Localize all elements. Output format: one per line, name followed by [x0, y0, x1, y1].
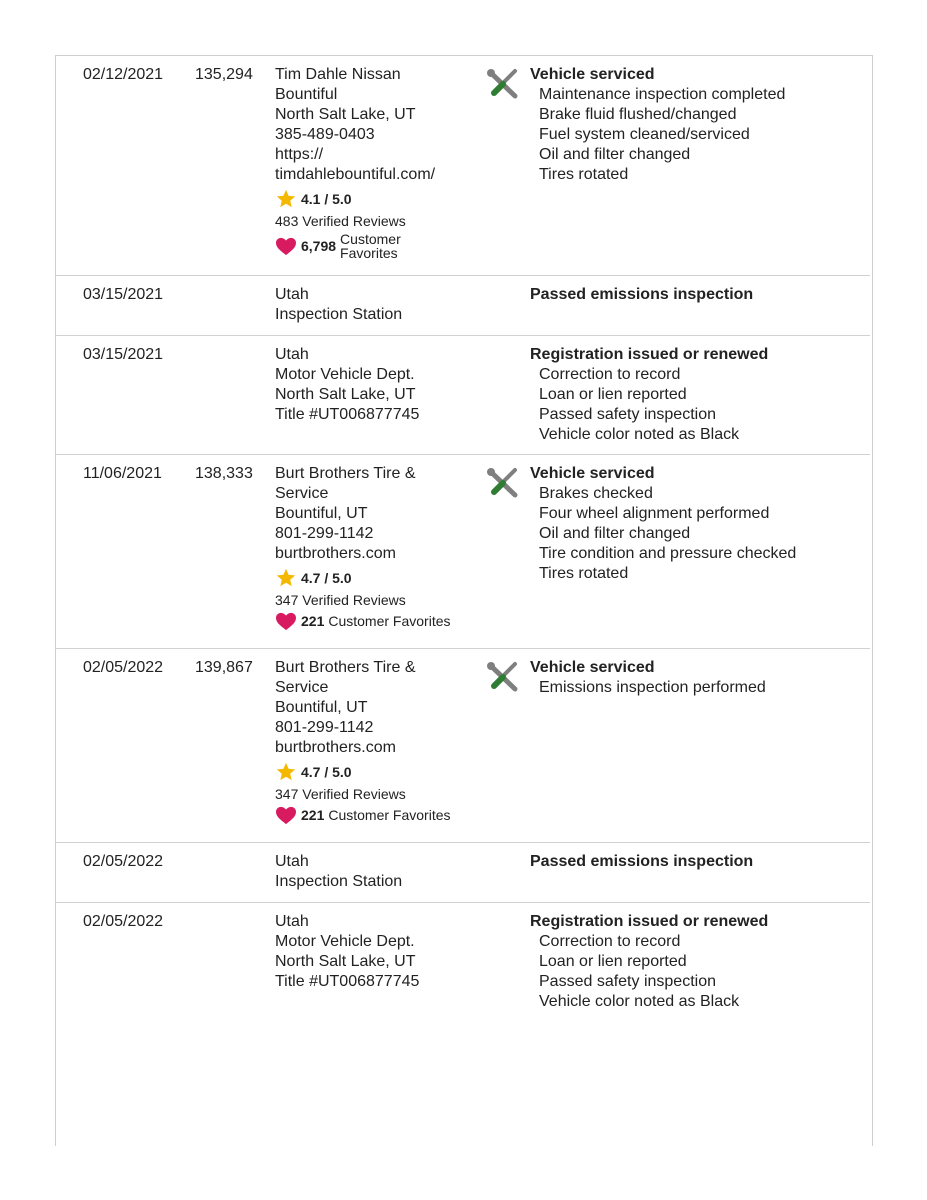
detail-item: Correction to record [539, 366, 681, 383]
record-odometer: 139,867 [195, 659, 253, 676]
detail-item: Vehicle color noted as Black [539, 426, 740, 443]
source-website-link[interactable]: timdahlebountiful.com/ [275, 166, 436, 183]
source-line: Burt Brothers Tire & [275, 465, 416, 482]
favorites-count: 221 [301, 806, 325, 823]
source-line: Service [275, 679, 329, 696]
history-record [56, 455, 870, 649]
customer-favorites [275, 611, 485, 631]
shop-rating [275, 567, 485, 589]
detail-item: Tire condition and pressure checked [539, 545, 797, 562]
record-title: Vehicle serviced [530, 465, 655, 482]
history-record [56, 336, 870, 455]
source-line: Utah [275, 286, 309, 303]
record-source [275, 345, 485, 425]
rating-value: 4.7 / 5.0 [301, 570, 352, 586]
verified-reviews-count: 347 Verified Reviews [275, 786, 406, 802]
record-details [530, 852, 870, 872]
history-record [56, 276, 870, 336]
source-line: Utah [275, 853, 309, 870]
favorites-label: Customer Favorites [328, 612, 451, 629]
favorites-label-line: Favorites [340, 245, 398, 261]
detail-item: Loan or lien reported [539, 953, 687, 970]
history-record [56, 903, 870, 1021]
source-line: North Salt Lake, UT [275, 106, 416, 123]
record-source [275, 65, 485, 260]
verified-reviews-count: 483 Verified Reviews [275, 213, 406, 229]
detail-item: Maintenance inspection completed [539, 86, 786, 103]
detail-item: Brake fluid flushed/changed [539, 106, 737, 123]
record-title: Registration issued or renewed [530, 346, 769, 363]
source-line: Bountiful, UT [275, 505, 368, 522]
customer-favorites [275, 232, 485, 260]
record-details [530, 285, 870, 305]
source-line: Inspection Station [275, 306, 403, 323]
source-line: Utah [275, 913, 309, 930]
shop-rating [275, 188, 485, 210]
record-details [530, 658, 870, 698]
source-phone: 385-489-0403 [275, 126, 375, 143]
wrench-screwdriver-icon [486, 67, 520, 101]
wrench-screwdriver-icon [486, 466, 520, 500]
record-details [530, 912, 870, 1012]
detail-item: Passed safety inspection [539, 973, 716, 990]
favorites-label-line: Customer [340, 231, 401, 247]
favorites-label [340, 232, 401, 260]
source-line: Inspection Station [275, 873, 403, 890]
star-icon [275, 761, 297, 783]
source-line: Bountiful, UT [275, 699, 368, 716]
detail-item: Emissions inspection performed [539, 679, 766, 696]
record-date: 02/05/2022 [83, 659, 164, 676]
service-history-list [56, 56, 870, 1021]
detail-item: Tires rotated [539, 166, 629, 183]
detail-item: Four wheel alignment performed [539, 505, 770, 522]
detail-item: Passed safety inspection [539, 406, 716, 423]
record-title: Registration issued or renewed [530, 913, 769, 930]
detail-item: Tires rotated [539, 565, 629, 582]
source-website-link[interactable]: burtbrothers.com [275, 739, 396, 756]
history-record [56, 843, 870, 903]
shop-rating [275, 761, 485, 783]
detail-item: Oil and filter changed [539, 525, 691, 542]
source-line: North Salt Lake, UT [275, 953, 416, 970]
history-record [56, 649, 870, 843]
detail-item: Fuel system cleaned/serviced [539, 126, 750, 143]
heart-icon [275, 236, 297, 256]
source-line: Motor Vehicle Dept. [275, 366, 415, 383]
verified-reviews-count: 347 Verified Reviews [275, 592, 406, 608]
title-number: Title #UT006877745 [275, 973, 420, 990]
source-line: Tim Dahle Nissan [275, 66, 401, 83]
source-phone: 801-299-1142 [275, 525, 374, 542]
record-title: Vehicle serviced [530, 659, 655, 676]
record-date: 02/05/2022 [83, 853, 164, 870]
rating-value: 4.7 / 5.0 [301, 764, 352, 780]
record-title: Passed emissions inspection [530, 853, 754, 870]
record-details [530, 65, 870, 185]
favorites-count: 221 [301, 612, 325, 629]
source-website-link[interactable]: burtbrothers.com [275, 545, 396, 562]
rating-value: 4.1 / 5.0 [301, 191, 352, 207]
record-odometer: 135,294 [195, 66, 253, 83]
detail-item: Oil and filter changed [539, 146, 691, 163]
record-details [530, 345, 870, 445]
detail-item: Brakes checked [539, 485, 653, 502]
source-line: North Salt Lake, UT [275, 386, 416, 403]
source-line: Service [275, 485, 329, 502]
detail-item: Vehicle color noted as Black [539, 993, 740, 1010]
source-phone: 801-299-1142 [275, 719, 374, 736]
title-number: Title #UT006877745 [275, 406, 420, 423]
record-odometer: 138,333 [195, 465, 253, 482]
record-date: 11/06/2021 [83, 465, 162, 482]
wrench-screwdriver-icon [486, 660, 520, 694]
source-line: https:// [275, 146, 324, 163]
source-line: Motor Vehicle Dept. [275, 933, 415, 950]
record-details [530, 464, 870, 584]
record-date: 03/15/2021 [83, 346, 164, 363]
detail-item: Loan or lien reported [539, 386, 687, 403]
record-source [275, 658, 485, 825]
record-date: 02/05/2022 [83, 913, 164, 930]
record-source [275, 464, 485, 631]
customer-favorites [275, 805, 485, 825]
star-icon [275, 188, 297, 210]
record-source [275, 912, 485, 992]
record-date: 02/12/2021 [83, 66, 164, 83]
heart-icon [275, 611, 297, 631]
history-record [56, 56, 870, 276]
record-title: Vehicle serviced [530, 66, 655, 83]
record-date: 03/15/2021 [83, 286, 164, 303]
favorites-label: Customer Favorites [328, 806, 451, 823]
record-source [275, 285, 485, 325]
favorites-count: 6,798 [301, 237, 337, 254]
source-line: Burt Brothers Tire & [275, 659, 416, 676]
star-icon [275, 567, 297, 589]
source-line: Utah [275, 346, 309, 363]
record-source [275, 852, 485, 892]
heart-icon [275, 805, 297, 825]
detail-item: Correction to record [539, 933, 681, 950]
record-title: Passed emissions inspection [530, 286, 754, 303]
source-line: Bountiful [275, 86, 338, 103]
